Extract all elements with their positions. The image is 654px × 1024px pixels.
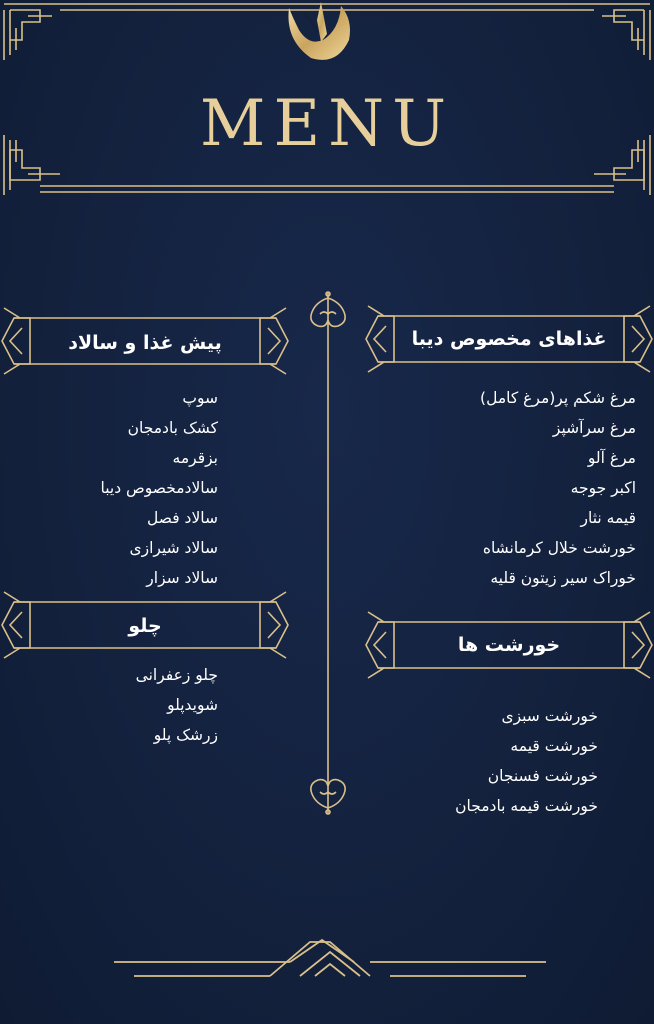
logo [281,0,355,70]
list-item: سالاد فصل [147,509,218,527]
list-item: سوپ [182,389,218,407]
stews-list [378,701,598,821]
section-title-stews: خورشت ها [457,634,561,656]
section-title-chelo: چلو [128,615,162,637]
list-item: مرغ سرآشپز [552,419,636,437]
list-item: بزقرمه [172,449,218,467]
section-title-appetizers: پیش غذا و سالاد [68,332,222,354]
list-item: سالاد سزار [146,569,218,587]
logo-emblem [281,0,355,70]
bottom-ornament [110,936,550,986]
list-item: خوراک سیر زیتون قلیه [490,569,636,587]
list-item: شویدپلو [167,696,218,714]
list-item: سالادمخصوص دیبا [100,479,218,497]
specials-list [376,383,636,593]
list-item: خورشت خلال کرمانشاه [482,539,636,557]
list-item: قیمه نثار [580,509,636,527]
list-item: کشک بادمجان [127,419,218,437]
appetizers-list [18,383,218,593]
menu-title: MENU [199,87,455,161]
list-item: خورشت قیمه [510,737,598,755]
section-title-specials: غذاهای مخصوص دیبا [411,328,607,350]
list-item: خورشت سبزی [501,707,598,725]
center-divider [298,288,358,818]
list-item: مرغ شکم پر(مرغ کامل) [480,389,636,407]
list-item: خورشت فسنجان [487,767,598,785]
list-item: خورشت قیمه بادمجان [455,797,598,815]
list-item: سالاد شیرازی [129,539,218,557]
chelo-list [18,660,218,750]
list-item: مرغ آلو [587,449,636,467]
list-item: چلو زعفرانی [135,666,218,684]
list-item: اکبر جوجه [570,479,636,497]
list-item: زرشک پلو [153,726,218,744]
